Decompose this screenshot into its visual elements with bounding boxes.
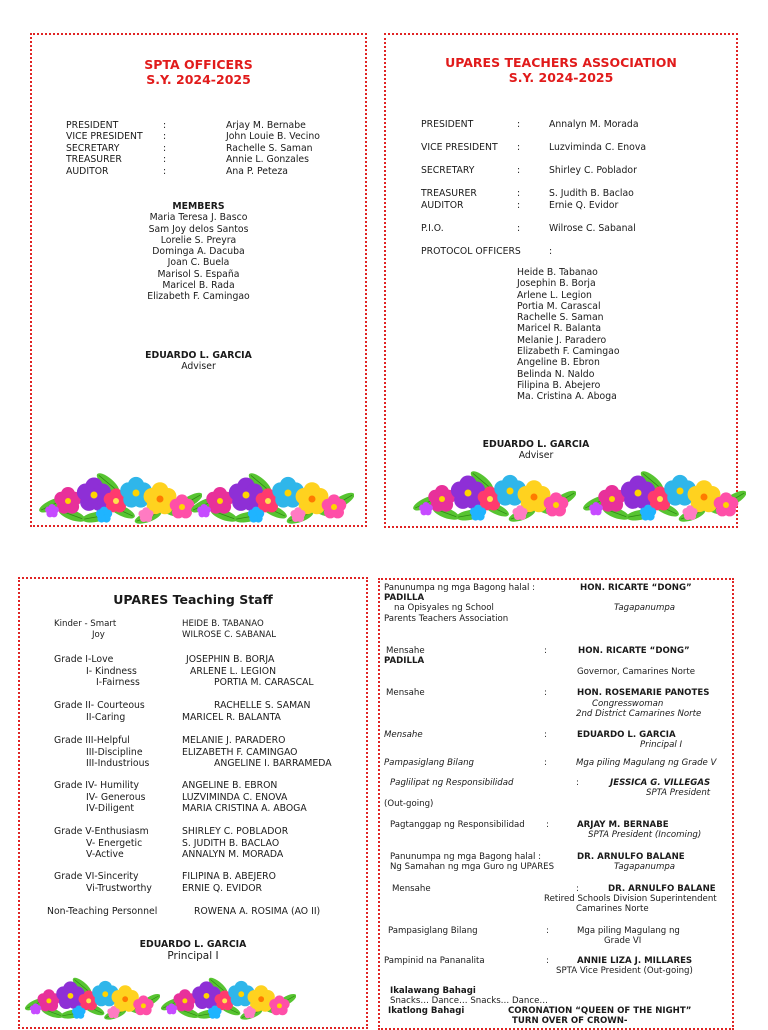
staff-group-grade-3 (54, 735, 364, 771)
uta-adviser (386, 439, 686, 462)
teacher-name: PORTIA M. CARASCAL (214, 677, 314, 688)
program-speaker: EDUARDO L. GARCIA (577, 730, 676, 740)
class-label: Kinder - Smart (54, 619, 117, 629)
program-speaker-role: Tagapanumpa (614, 603, 676, 613)
officer-row (66, 120, 336, 131)
officer-role: PRESIDENT (421, 119, 474, 130)
spta-officers-panel (30, 33, 367, 527)
officer-colon: : (163, 142, 167, 154)
officer-colon: : (163, 120, 167, 131)
officer-name: Annalyn M. Morada (549, 119, 639, 130)
program-item-continued: (Out-going) (384, 799, 434, 809)
program-speaker-role: Retired Schools Division Superintendent (544, 894, 717, 904)
program-speaker-role: SPTA President (646, 788, 711, 798)
adviser-name: EDUARDO L. GARCIA (482, 439, 590, 450)
uta-officer-row (421, 142, 721, 154)
spta-adviser (32, 350, 365, 373)
program-speaker: HON. RICARTE “DONG” (580, 583, 692, 593)
program-speaker-role: Tagapanumpa (614, 862, 676, 872)
protocol-officer: Filipina B. Abejero (517, 379, 601, 391)
officer-name: Ana P. Peteza (226, 165, 288, 177)
staff-group-grade-5 (54, 826, 364, 862)
uta-protocol-row (421, 246, 721, 258)
teacher-name: FILIPINA B. ABEJERO (182, 871, 276, 882)
program-part-detail: CORONATION “QUEEN OF THE NIGHT” (508, 1006, 692, 1016)
protocol-colon: : (549, 246, 553, 257)
protocol-officer: Belinda N. Naldo (517, 368, 595, 380)
uta-officer-row (421, 223, 721, 235)
class-label: Grade VI-Sincerity (54, 871, 139, 882)
spta-title-line1: SPTA OFFICERS (144, 57, 253, 72)
program-colon: : (544, 646, 547, 656)
program-speaker-role: Camarines Norte (576, 904, 649, 914)
program-item: Mensahe (386, 646, 425, 656)
flower-border-decoration (190, 471, 354, 529)
teacher-name: MELANIE J. PARADERO (182, 735, 286, 746)
member-name: Maricel B. Rada (162, 280, 235, 292)
teacher-name: HEIDE B. TABANAO (182, 619, 264, 629)
officer-name: Wilrose C. Sabanal (549, 223, 636, 234)
teacher-name: RACHELLE S. SAMAN (214, 700, 311, 711)
program-speaker-continued: PADILLA (384, 593, 425, 603)
officer-role: P.I.O. (421, 223, 444, 234)
member-name: Dominga A. Dacuba (152, 246, 245, 258)
uta-title-line2: S.Y. 2024-2025 (508, 70, 614, 85)
program-speaker-continued: Grade VI (604, 936, 642, 946)
teacher-name: ANNALYN M. MORADA (182, 849, 284, 860)
program-colon: : (576, 884, 579, 894)
program-speaker: HON. ROSEMARIE PANOTES (577, 688, 710, 698)
officer-row (66, 154, 336, 165)
officer-name: Arjay M. Bernabe (226, 120, 306, 131)
officer-role: AUDITOR (66, 165, 109, 177)
adviser-name: EDUARDO L. GARCIA (145, 350, 252, 361)
program-colon: : (546, 820, 549, 830)
program-panel (378, 578, 734, 1030)
program-part-detail-continued: TURN OVER OF CROWN- (512, 1016, 628, 1026)
officer-row (66, 143, 336, 154)
program-item-continued: Parents Teachers Association (384, 614, 509, 624)
teacher-name: MARICEL R. BALANTA (182, 711, 281, 723)
flower-border-decoration (24, 975, 160, 1025)
program-part-heading: Ikalawang Bahagi (390, 986, 476, 996)
program-colon: : (544, 758, 547, 768)
officer-colon: : (517, 188, 521, 199)
teachers-association-panel (384, 33, 738, 528)
uta-officer-row (421, 200, 721, 212)
officer-name: Luzviminda C. Enova (549, 142, 647, 153)
staff-group-kinder (54, 619, 354, 643)
program-speaker-continued: PADILLA (384, 656, 425, 666)
staff-group-grade-6 (54, 871, 364, 895)
program-item: Mensahe (384, 730, 423, 740)
protocol-officer: Elizabeth F. Camingao (517, 346, 620, 358)
class-label: Grade II- Courteous (54, 700, 145, 711)
officer-role: PRESIDENT (66, 120, 119, 131)
teacher-name: ERNIE Q. EVIDOR (182, 882, 262, 894)
uta-title-line1: UPARES TEACHERS ASSOCIATION (445, 55, 677, 70)
program-speaker: JESSICA G. VILLEGAS (610, 778, 711, 788)
officer-name: Shirley C. Poblador (549, 165, 637, 176)
program-colon: : (544, 688, 547, 698)
protocol-officer: Josephin B. Borja (517, 278, 596, 290)
flower-border-decoration (412, 469, 576, 527)
program-part-heading: Ikatlong Bahagi (388, 1006, 465, 1016)
nonteaching-label: Non-Teaching Personnel (47, 906, 158, 917)
program-speaker: DR. ARNULFO BALANE (577, 852, 685, 862)
flower-border-decoration (38, 471, 202, 529)
spta-officers-list (66, 120, 336, 177)
class-label: IV-Diligent (86, 803, 134, 814)
class-label: IV- Generous (86, 791, 146, 803)
program-speaker: DR. ARNULFO BALANE (608, 884, 716, 894)
teacher-name: ANGELINE B. EBRON (182, 780, 278, 791)
officer-name: Ernie Q. Evidor (549, 200, 619, 211)
nonteaching-name: ROWENA A. ROSIMA (AO II) (194, 906, 321, 917)
class-label: I-Fairness (96, 677, 140, 688)
teacher-name: ELIZABETH F. CAMINGAO (182, 746, 298, 758)
program-item-continued: Ng Samahan ng mga Guro ng UPARES (390, 862, 555, 872)
officer-role: VICE PRESIDENT (421, 142, 498, 153)
program-speaker: ARJAY M. BERNABE (577, 820, 669, 830)
class-label: II-Caring (86, 711, 126, 723)
class-label: V-Active (86, 849, 124, 860)
program-item: Panunumpa ng mga Bagong halal : (390, 852, 542, 862)
protocol-officer: Melanie J. Paradero (517, 334, 607, 346)
officer-colon: : (517, 142, 521, 153)
protocol-officer: Arlene L. Legion (517, 289, 592, 301)
program-speaker-role: Governor, Camarines Norte (577, 667, 696, 677)
adviser-role: Adviser (181, 361, 216, 373)
officer-role: SECRETARY (66, 142, 120, 154)
program-item: Mensahe (392, 884, 431, 894)
staff-group-grade-2 (54, 700, 364, 724)
program-item: Paglilipat ng Responsibilidad (390, 778, 514, 788)
officer-colon: : (517, 119, 521, 130)
program-item-continued: na Opisyales ng School (394, 603, 494, 613)
class-label: I- Kindness (86, 665, 137, 677)
member-name: Maria Teresa J. Basco (149, 212, 248, 224)
flower-border-decoration (582, 469, 746, 527)
protocol-officer: Rachelle S. Saman (517, 312, 604, 324)
member-name: Marisol S. España (157, 268, 240, 280)
officer-role: TREASURER (66, 154, 122, 166)
teacher-name: S. JUDITH B. BACLAO (182, 837, 280, 849)
class-label: V- Energetic (86, 837, 143, 849)
protocol-officer: Maricel R. Balanta (517, 323, 602, 335)
teacher-name: ARLENE L. LEGION (190, 665, 277, 677)
officer-name: John Louie B. Vecino (226, 131, 320, 143)
nonteaching-row (47, 906, 357, 918)
program-speaker-role: SPTA President (Incoming) (588, 830, 702, 840)
officer-colon: : (517, 200, 521, 211)
officer-role: SECRETARY (421, 165, 475, 176)
officer-colon: : (163, 131, 167, 143)
officer-name: Rachelle S. Saman (226, 142, 313, 154)
adviser-role: Adviser (518, 450, 554, 462)
class-label: Grade IV- Humility (54, 780, 140, 791)
uta-officer-row (421, 119, 721, 131)
protocol-officer: Portia M. Carascal (517, 300, 601, 312)
staff-group-grade-1 (54, 654, 364, 690)
program-colon: : (544, 730, 547, 740)
program-speaker-role: Congresswoman (592, 699, 664, 709)
staff-group-grade-4 (54, 780, 364, 816)
member-name: Lorelie S. Preyra (160, 234, 237, 246)
spta-title (32, 57, 365, 87)
member-name: Sam Joy delos Santos (148, 223, 249, 235)
program-speaker: ANNIE LIZA J. MILLARES (577, 956, 693, 966)
program-item: Pampasiglang Bilang (388, 926, 478, 936)
principal-role: Principal I (167, 950, 219, 962)
officer-row (66, 166, 336, 177)
class-label: III-Industrious (86, 758, 150, 769)
teacher-name: SHIRLEY C. POBLADOR (182, 826, 289, 837)
teacher-name: MARIA CRISTINA A. ABOGA (182, 803, 307, 814)
protocol-officer: Heide B. Tabanao (517, 267, 598, 278)
officer-colon: : (163, 154, 167, 166)
principal-name: EDUARDO L. GARCIA (139, 939, 247, 950)
program-colon: : (576, 778, 579, 788)
class-label: Grade V-Enthusiasm (54, 826, 149, 837)
flower-border-decoration (160, 975, 296, 1025)
program-item: Pampasiglang Bilang (384, 758, 474, 768)
officer-row (66, 131, 336, 142)
class-label: Grade III-Helpful (54, 735, 130, 746)
program-item: Pampinid na Pananalita (384, 956, 485, 966)
staff-title: UPARES Teaching Staff (113, 592, 273, 607)
program-speaker-role: 2nd District Camarines Norte (576, 709, 702, 719)
program-speaker: HON. RICARTE “DONG” (578, 646, 690, 656)
program-colon: : (546, 956, 549, 966)
officer-name: S. Judith B. Baclao (549, 188, 634, 199)
protocol-officer: Angeline B. Ebron (517, 357, 600, 369)
officer-colon: : (517, 165, 521, 176)
protocol-label: PROTOCOL OFFICERS (421, 246, 521, 257)
class-label: Vi-Trustworthy (86, 882, 152, 894)
program-part-detail: Snacks… Dance… Snacks… Dance… (390, 996, 548, 1006)
uta-officer-row (421, 165, 721, 177)
members-heading: MEMBERS (172, 201, 225, 212)
officer-role: AUDITOR (421, 200, 464, 211)
uta-title (386, 55, 736, 85)
class-label: III-Discipline (86, 746, 143, 758)
program-speaker-role: SPTA Vice President (Out-going) (556, 966, 693, 976)
officer-colon: : (517, 223, 521, 234)
teaching-staff-panel (18, 577, 368, 1029)
teacher-name: LUZVIMINDA C. ENOVA (182, 791, 288, 803)
officer-colon: : (163, 165, 167, 177)
uta-officer-row (421, 188, 721, 200)
teacher-name: JOSEPHIN B. BORJA (186, 654, 275, 665)
staff-principal (20, 939, 366, 963)
class-label: Joy (92, 630, 105, 640)
spta-members-block (32, 201, 365, 303)
program-colon: : (546, 926, 549, 936)
spta-title-line2: S.Y. 2024-2025 (146, 72, 251, 87)
officer-name: Annie L. Gonzales (226, 154, 310, 166)
officer-role: VICE PRESIDENT (66, 131, 143, 143)
member-name: Joan C. Buela (167, 257, 230, 269)
officer-role: TREASURER (421, 188, 477, 199)
program-item: Panunumpa ng mga Bagong halal : (384, 583, 536, 593)
protocol-officer: Ma. Cristina A. Aboga (517, 391, 617, 403)
program-speaker: Mga piling Magulang ng Grade V (576, 758, 717, 768)
uta-protocol-list (517, 267, 620, 403)
program-item: Mensahe (386, 688, 425, 698)
teacher-name: ANGELINE I. BARRAMEDA (214, 758, 332, 769)
program-speaker-role: Principal I (640, 740, 683, 750)
class-label: Grade I-Love (54, 654, 114, 665)
member-name: Elizabeth F. Camingao (147, 291, 250, 303)
teacher-name: WILROSE C. SABANAL (182, 630, 276, 640)
program-item: Pagtanggap ng Responsibilidad (390, 820, 525, 830)
program-speaker: Mga piling Magulang ng (577, 926, 680, 936)
